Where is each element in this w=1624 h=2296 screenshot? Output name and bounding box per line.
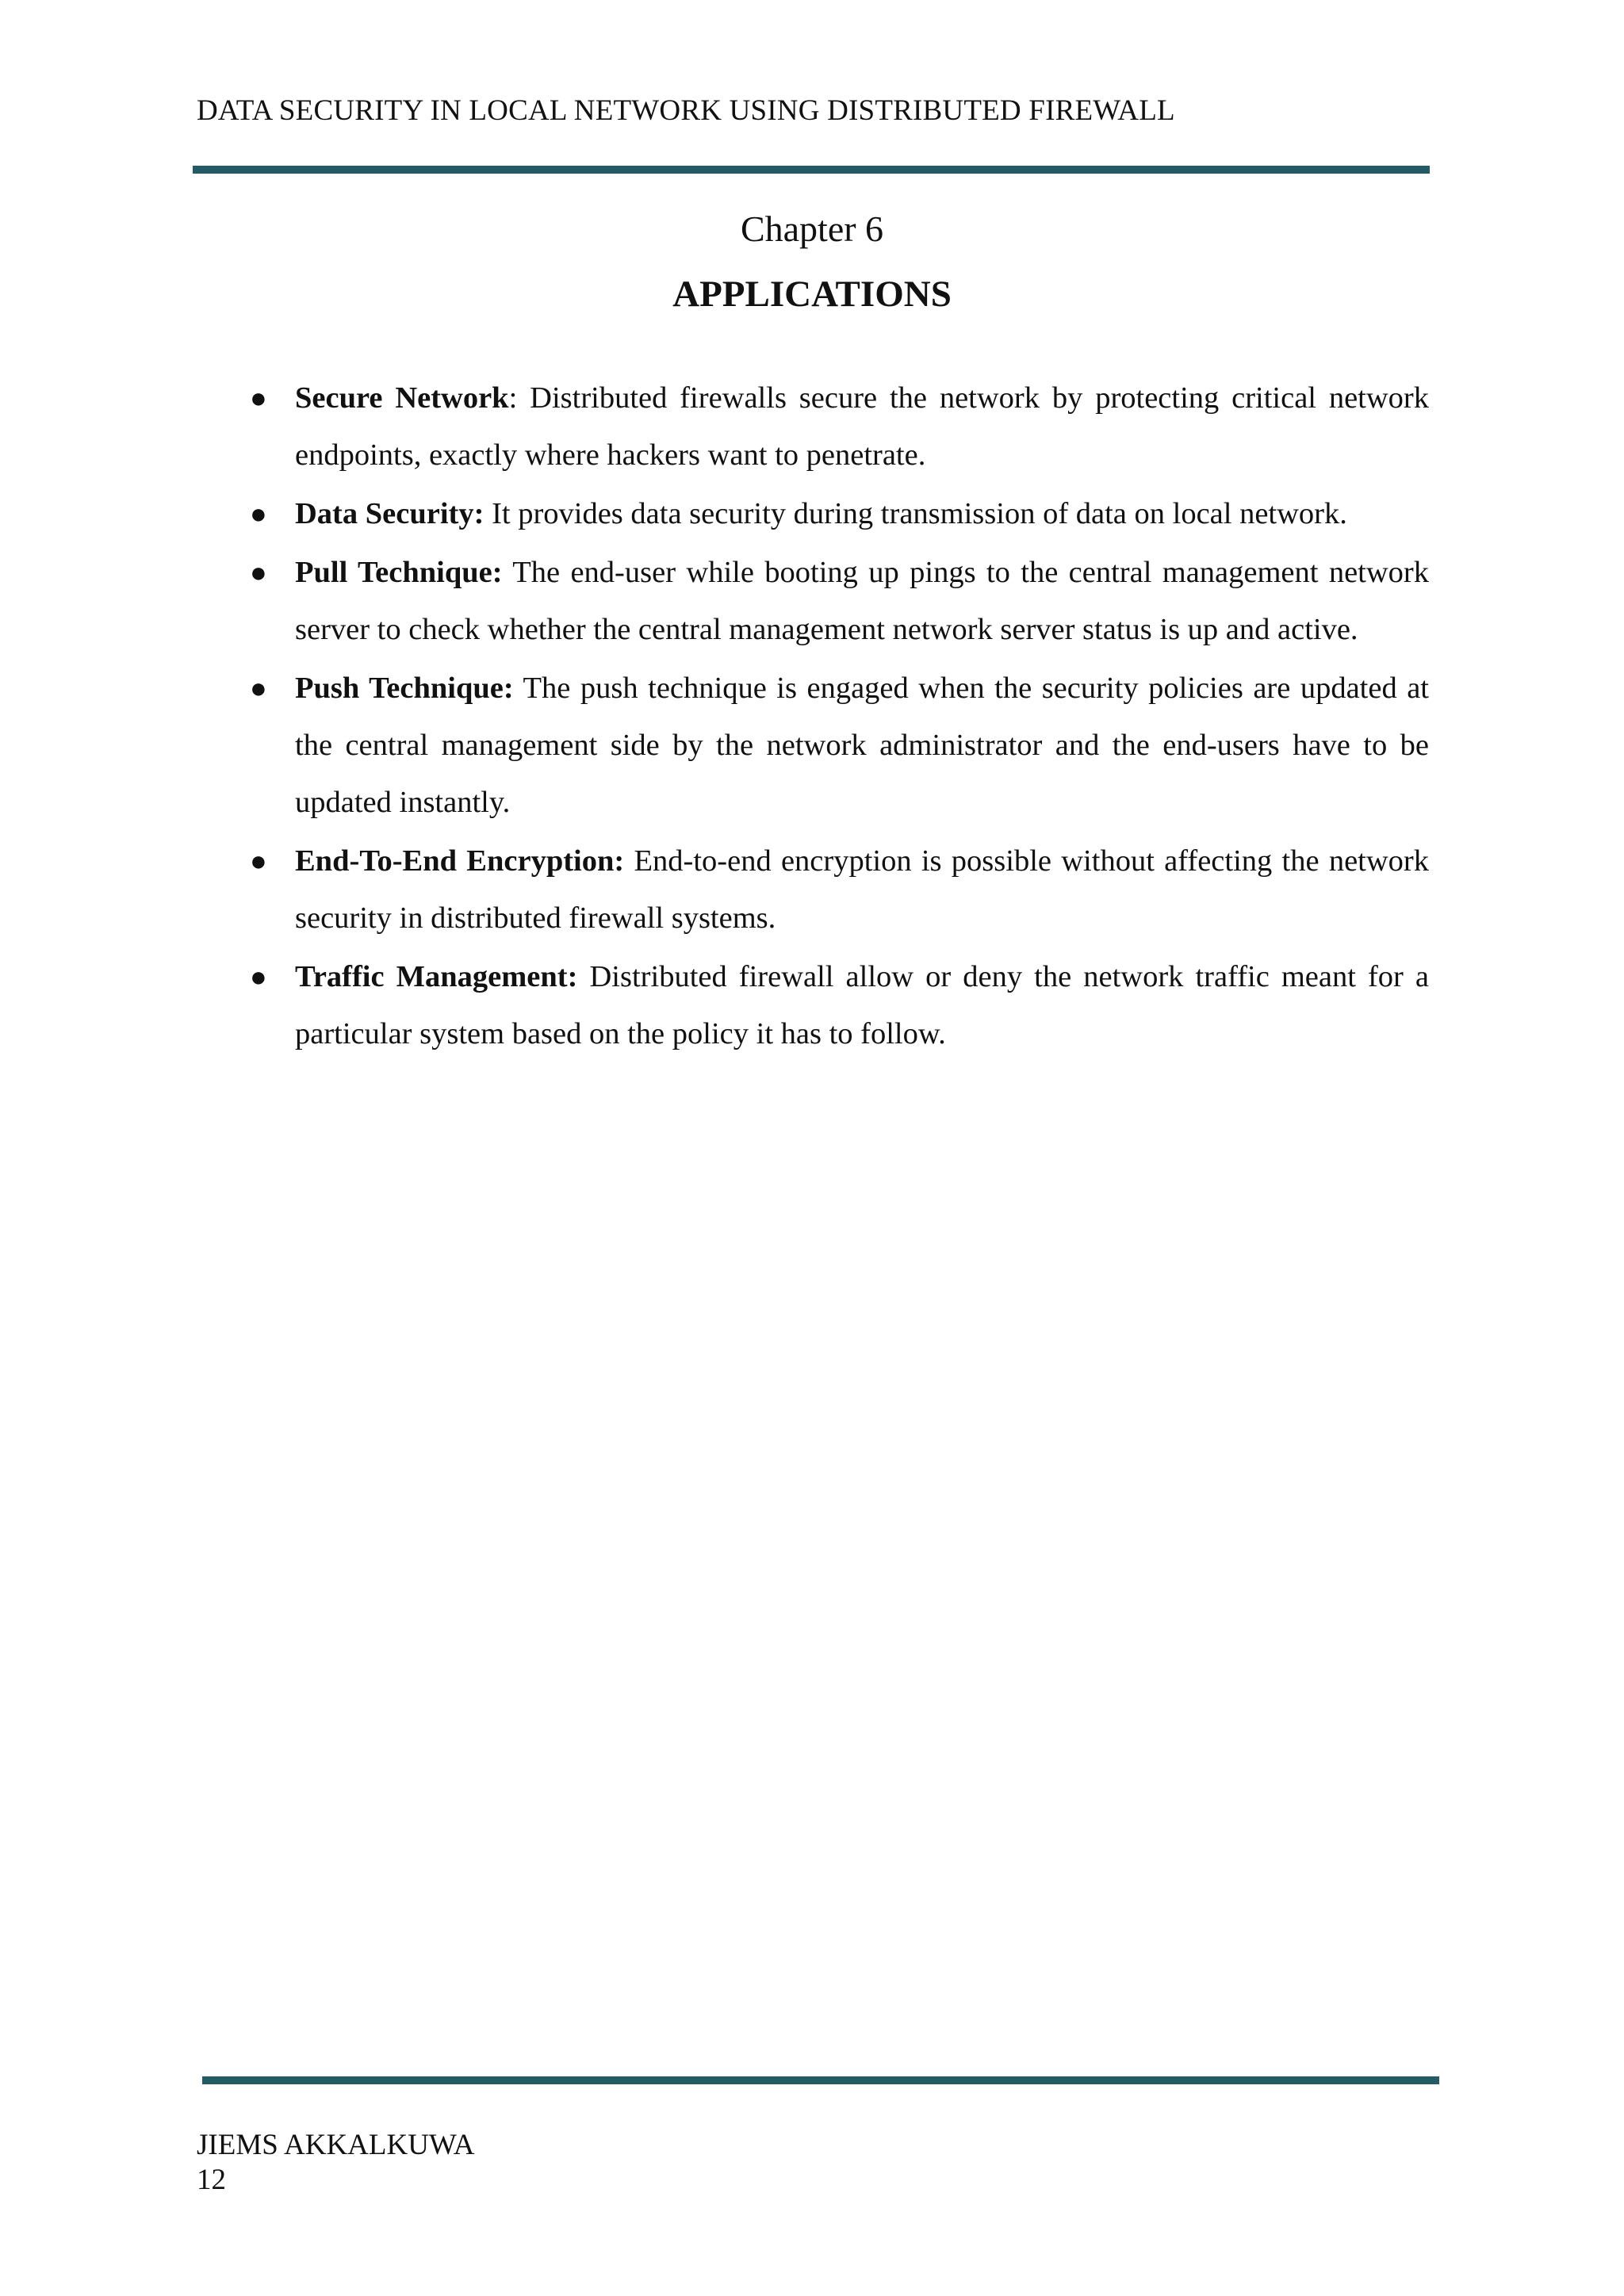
list-item-data-security	[250, 485, 1429, 542]
item-description: Distributed firewall allow or deny the network traffic meant for a particular system based on the policy it has to follow.	[295, 960, 1430, 1050]
item-description: It provides data security during transmission of data on local network.	[484, 497, 1347, 530]
list-item-end-to-end-encryption	[250, 832, 1429, 947]
bullet-icon: ●	[250, 961, 267, 993]
item-term: Traffic Management:	[295, 960, 578, 993]
bullet-icon: ●	[250, 672, 267, 704]
item-term: Push Technique:	[295, 672, 514, 705]
bullet-icon: ●	[250, 845, 267, 877]
running-header: DATA SECURITY IN LOCAL NETWORK USING DISTRIBUTED FIREWALL	[197, 94, 1175, 127]
applications-list	[250, 369, 1430, 1064]
list-item-push-technique	[250, 660, 1430, 831]
item-description: End-to-end encryption is possible without affecting the network security in distributed firewall systems.	[295, 844, 1429, 935]
item-description: The end-user while booting up pings to the central management network server to check whether the central management network server status is up and active.	[295, 556, 1429, 646]
bullet-icon: ●	[250, 382, 267, 414]
header-divider	[193, 166, 1430, 174]
page-footer	[197, 2128, 474, 2198]
item-separator: :	[508, 381, 518, 415]
item-term: Secure Network	[295, 381, 509, 415]
page-number: 12	[197, 2164, 226, 2196]
chapter-title: APPLICATIONS	[672, 274, 952, 315]
chapter-number: Chapter 6	[740, 209, 884, 249]
item-term: Data Security:	[295, 497, 485, 530]
list-item-traffic-management	[250, 948, 1430, 1062]
footer-divider	[202, 2076, 1439, 2084]
item-description: The push technique is engaged when the security policies are updated at the central management side by the network administrator and the end-users have to be updated instantly.	[295, 672, 1430, 819]
list-item-secure-network	[250, 369, 1430, 484]
bullet-icon: ●	[250, 498, 267, 530]
item-term: Pull Technique:	[295, 556, 503, 589]
footer-institution: JIEMS AKKALKUWA	[197, 2129, 475, 2161]
item-term: End-To-End Encryption:	[295, 844, 625, 878]
bullet-icon: ●	[250, 557, 267, 588]
item-description: Distributed firewalls secure the network by protecting critical network endpoints, exactly where hackers want to penetrate.	[295, 381, 1430, 472]
list-item-pull-technique	[250, 544, 1429, 658]
